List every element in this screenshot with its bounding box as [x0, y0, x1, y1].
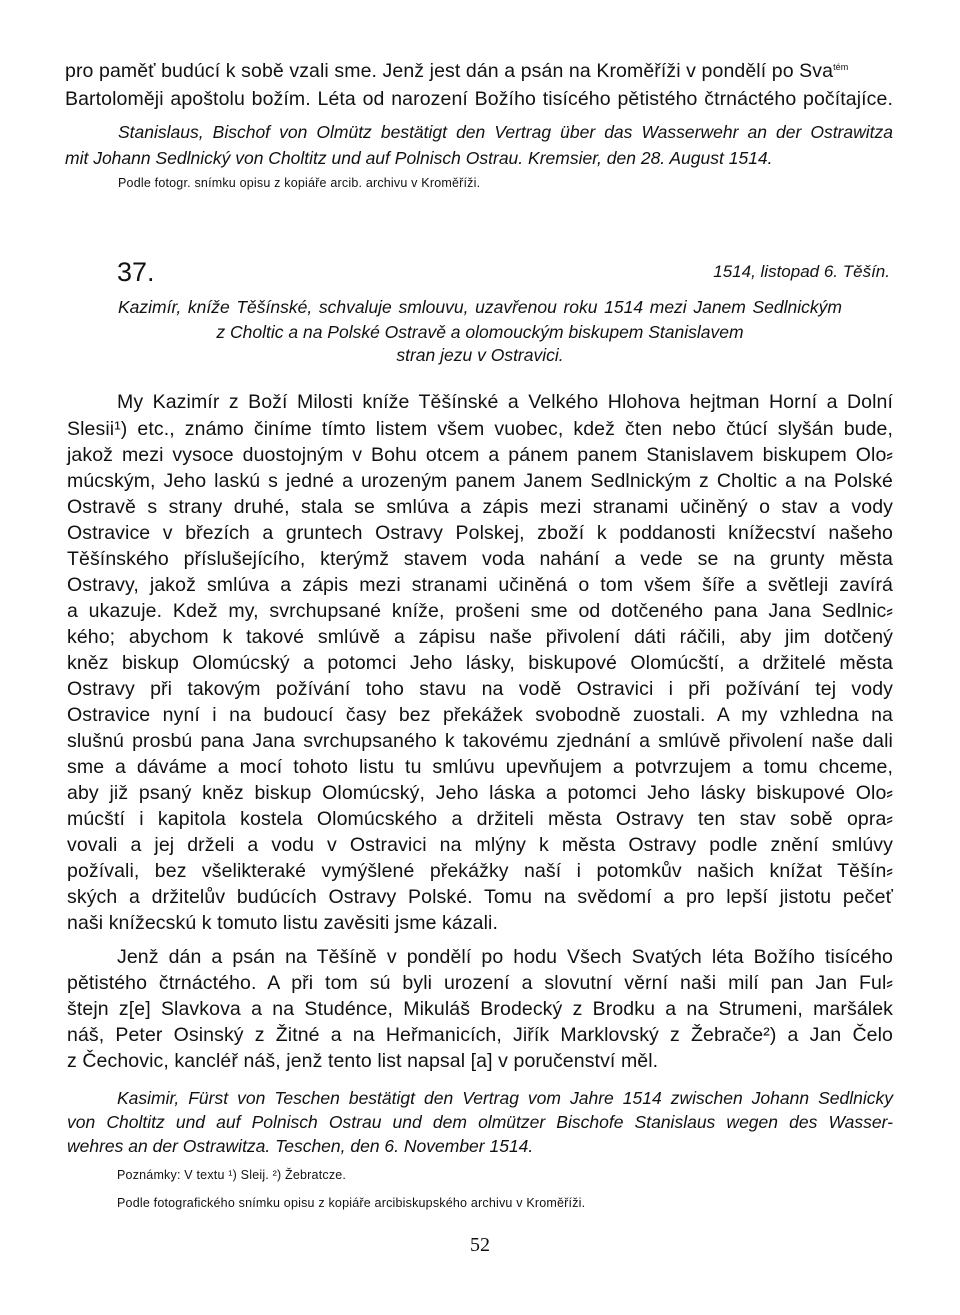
text-line-14: slušnú prosbú pana Jana svrchupsaného k takovému zjednání a smlúvě přivolení naše dali — [67, 730, 893, 752]
german-summary-line-2: von Choltitz und auf Polnisch Ostrau und dem olmützer Bischofe Stanislaus wegen des Wasser- — [67, 1112, 893, 1132]
text-line-7: Těšínského příslušejícího, kterýmž stavem voda nahání a vede se na grunty města — [67, 548, 893, 570]
text-line-3: jakož mezi vysoce duostojným v Bohu otcem a pánem panem Stanislavem biskupem Olo⸗ — [67, 444, 893, 466]
text-line-12: Ostravy při takovým požívání toho stavu na vodě Ostravici i při požívání tej vody — [67, 678, 893, 700]
text-line-8: Ostravy, jakož smlúva a zápis mezi stranami učiněná o tom všem šíře a světleji zavírá — [67, 574, 893, 596]
page-number: 52 — [470, 1234, 490, 1256]
document-date-place: 1514, listopad 6. Těšín. — [713, 262, 890, 281]
source-note: Podle fotografického snímku opisu z kopiáře arcibiskupského archivu v Kroměříži. — [117, 1196, 586, 1210]
text2-line-4: náš, Peter Osinský z Žitné a na Heřmanicích, Jiřík Marklovský z Žebrače²) a Jan Čelo — [67, 1024, 893, 1046]
document-number: 37. — [117, 257, 155, 287]
text-line-2: Slesii¹) etc., známo činíme tímto listem všem vuobec, kdež čten nebo čtúcí slyšán bude, — [67, 418, 893, 440]
prev-body-line-1: pro paměť budúcí k sobě vzali sme. Jenž jest dán a psán na Kroměříži v pondělí po Sva$^{tém}$ — [65, 60, 849, 82]
prev-body-superscript: tém — [833, 62, 849, 72]
prev-source-note: Podle fotogr. snímku opisu z kopiáře arcib. archivu v Kroměříži. — [118, 176, 481, 190]
text-line-4: múcským, Jeho laskú s jedné a urozeným panem Janem Sedlnickým z Choltic a na Polské — [67, 470, 893, 492]
regest-line-3: stran jezu v Ostravici. — [396, 345, 564, 365]
text-line-19: požívali, bez všelikterаké vymýšlené překážky naší i potomkův našich knížat Těšín⸗ — [67, 860, 893, 882]
text-line-1: My Kazimír z Boží Milosti kníže Těšínské a Velkého Hlohova hejtman Horní a Dolní — [117, 391, 893, 413]
text-line-16: aby již psaný kněz biskup Olomúcský, Jeho láska a potomci Jeho lásky biskupové Olo⸗ — [67, 782, 893, 804]
regest-line-1: Kazimír, kníže Těšínské, schvaluje smlouvu, uzavřenou roku 1514 mezi Janem Sedlnickým — [118, 297, 842, 317]
prev-body-line-2: Bartoloměji apoštolu božím. Léta od narození Božího tisícého pětistého čtrnáctého počítajíce. — [65, 88, 893, 110]
text-line-17: múcští i kapitola kostela Olomúcského a držiteli města Ostravy ten stav sobě opra⸗ — [67, 808, 893, 830]
text-line-6: Ostravice v březích a gruntech Ostravy Polskej, zboží k poddanosti knížecství našeho — [67, 522, 893, 544]
text2-line-5: z Čechovic, kancléř náš, jenž tento list napsal [a] v poručenství měl. — [67, 1050, 659, 1072]
text-line-9: a ukazuje. Kdež my, svrchupsané kníže, prošeni sme od dotčeného pana Jana Sedlnic⸗ — [67, 600, 893, 622]
text-line-20: ských a držitelův budúcích Ostravy Polské. Tomu na svědomí a pro lepší jistotu pečeť — [67, 886, 893, 908]
text-line-15: sme a dáváme a mocí tohoto listu tu smlúvu upevňujem a potvrzujem a tomu chceme, — [67, 756, 893, 778]
prev-german-summary-line-2: mit Johann Sedlnický von Choltitz und auf Polnisch Ostrau. Kremsier, den 28. August 1514. — [65, 148, 773, 168]
text-line-13: Ostravice nyní i na budoucí časy bez překážek svobodně zuostali. A my vzhledna na — [67, 704, 893, 726]
text-line-5: Ostravě s strany druhé, stala se smlúva a zápis mezi stranami učiněný o stav a vody — [67, 496, 893, 518]
text-line-10: kého; abychom k takové smlúvě a zápisu naše přivolení dáti ráčili, aby jim dotčený — [67, 626, 893, 648]
text2-line-1: Jenž dán a psán na Těšíně v pondělí po hodu Všech Svatých léta Božího tisícého — [117, 946, 893, 968]
prev-german-summary-line-1: Stanislaus, Bischof von Olmütz bestätigt den Vertrag über das Wasserwehr an der Ostrawitza — [118, 122, 893, 142]
german-summary-line-1: Kasimir, Fürst von Teschen bestätigt den Vertrag vom Jahre 1514 zwischen Johann Sedlnicky — [117, 1088, 893, 1108]
text-line-18: vovali a jej drželi a vodu v Ostravici na mlýny k města Ostravy podle znění smlúvy — [67, 834, 893, 856]
text2-line-2: pětistého čtrnáctého. A při tom sú byli urození a slovutní věrní naši milí pan Jan Ful⸗ — [67, 972, 893, 994]
german-summary-line-3: wehres an der Ostrawitza. Teschen, den 6. November 1514. — [67, 1136, 534, 1156]
text-line-21: naši knížecskú k tomuto listu zavěsiti jsme kázali. — [67, 912, 499, 934]
regest-line-2: z Choltic a na Polské Ostravě a olomouckým biskupem Stanislavem — [216, 322, 744, 342]
text2-line-3: štejn z[e] Slavkova a na Studénce, Mikuláš Brodecký z Brodku a na Strumeni, maršálek — [67, 998, 893, 1020]
text-line-11: kněz biskup Olomúcský a potomci Jeho lásky, biskupové Olomúcští, a držitelé města — [67, 652, 893, 674]
footnotes: Poznámky: V textu ¹) Sleij. ²) Žebratcze. — [117, 1168, 347, 1182]
